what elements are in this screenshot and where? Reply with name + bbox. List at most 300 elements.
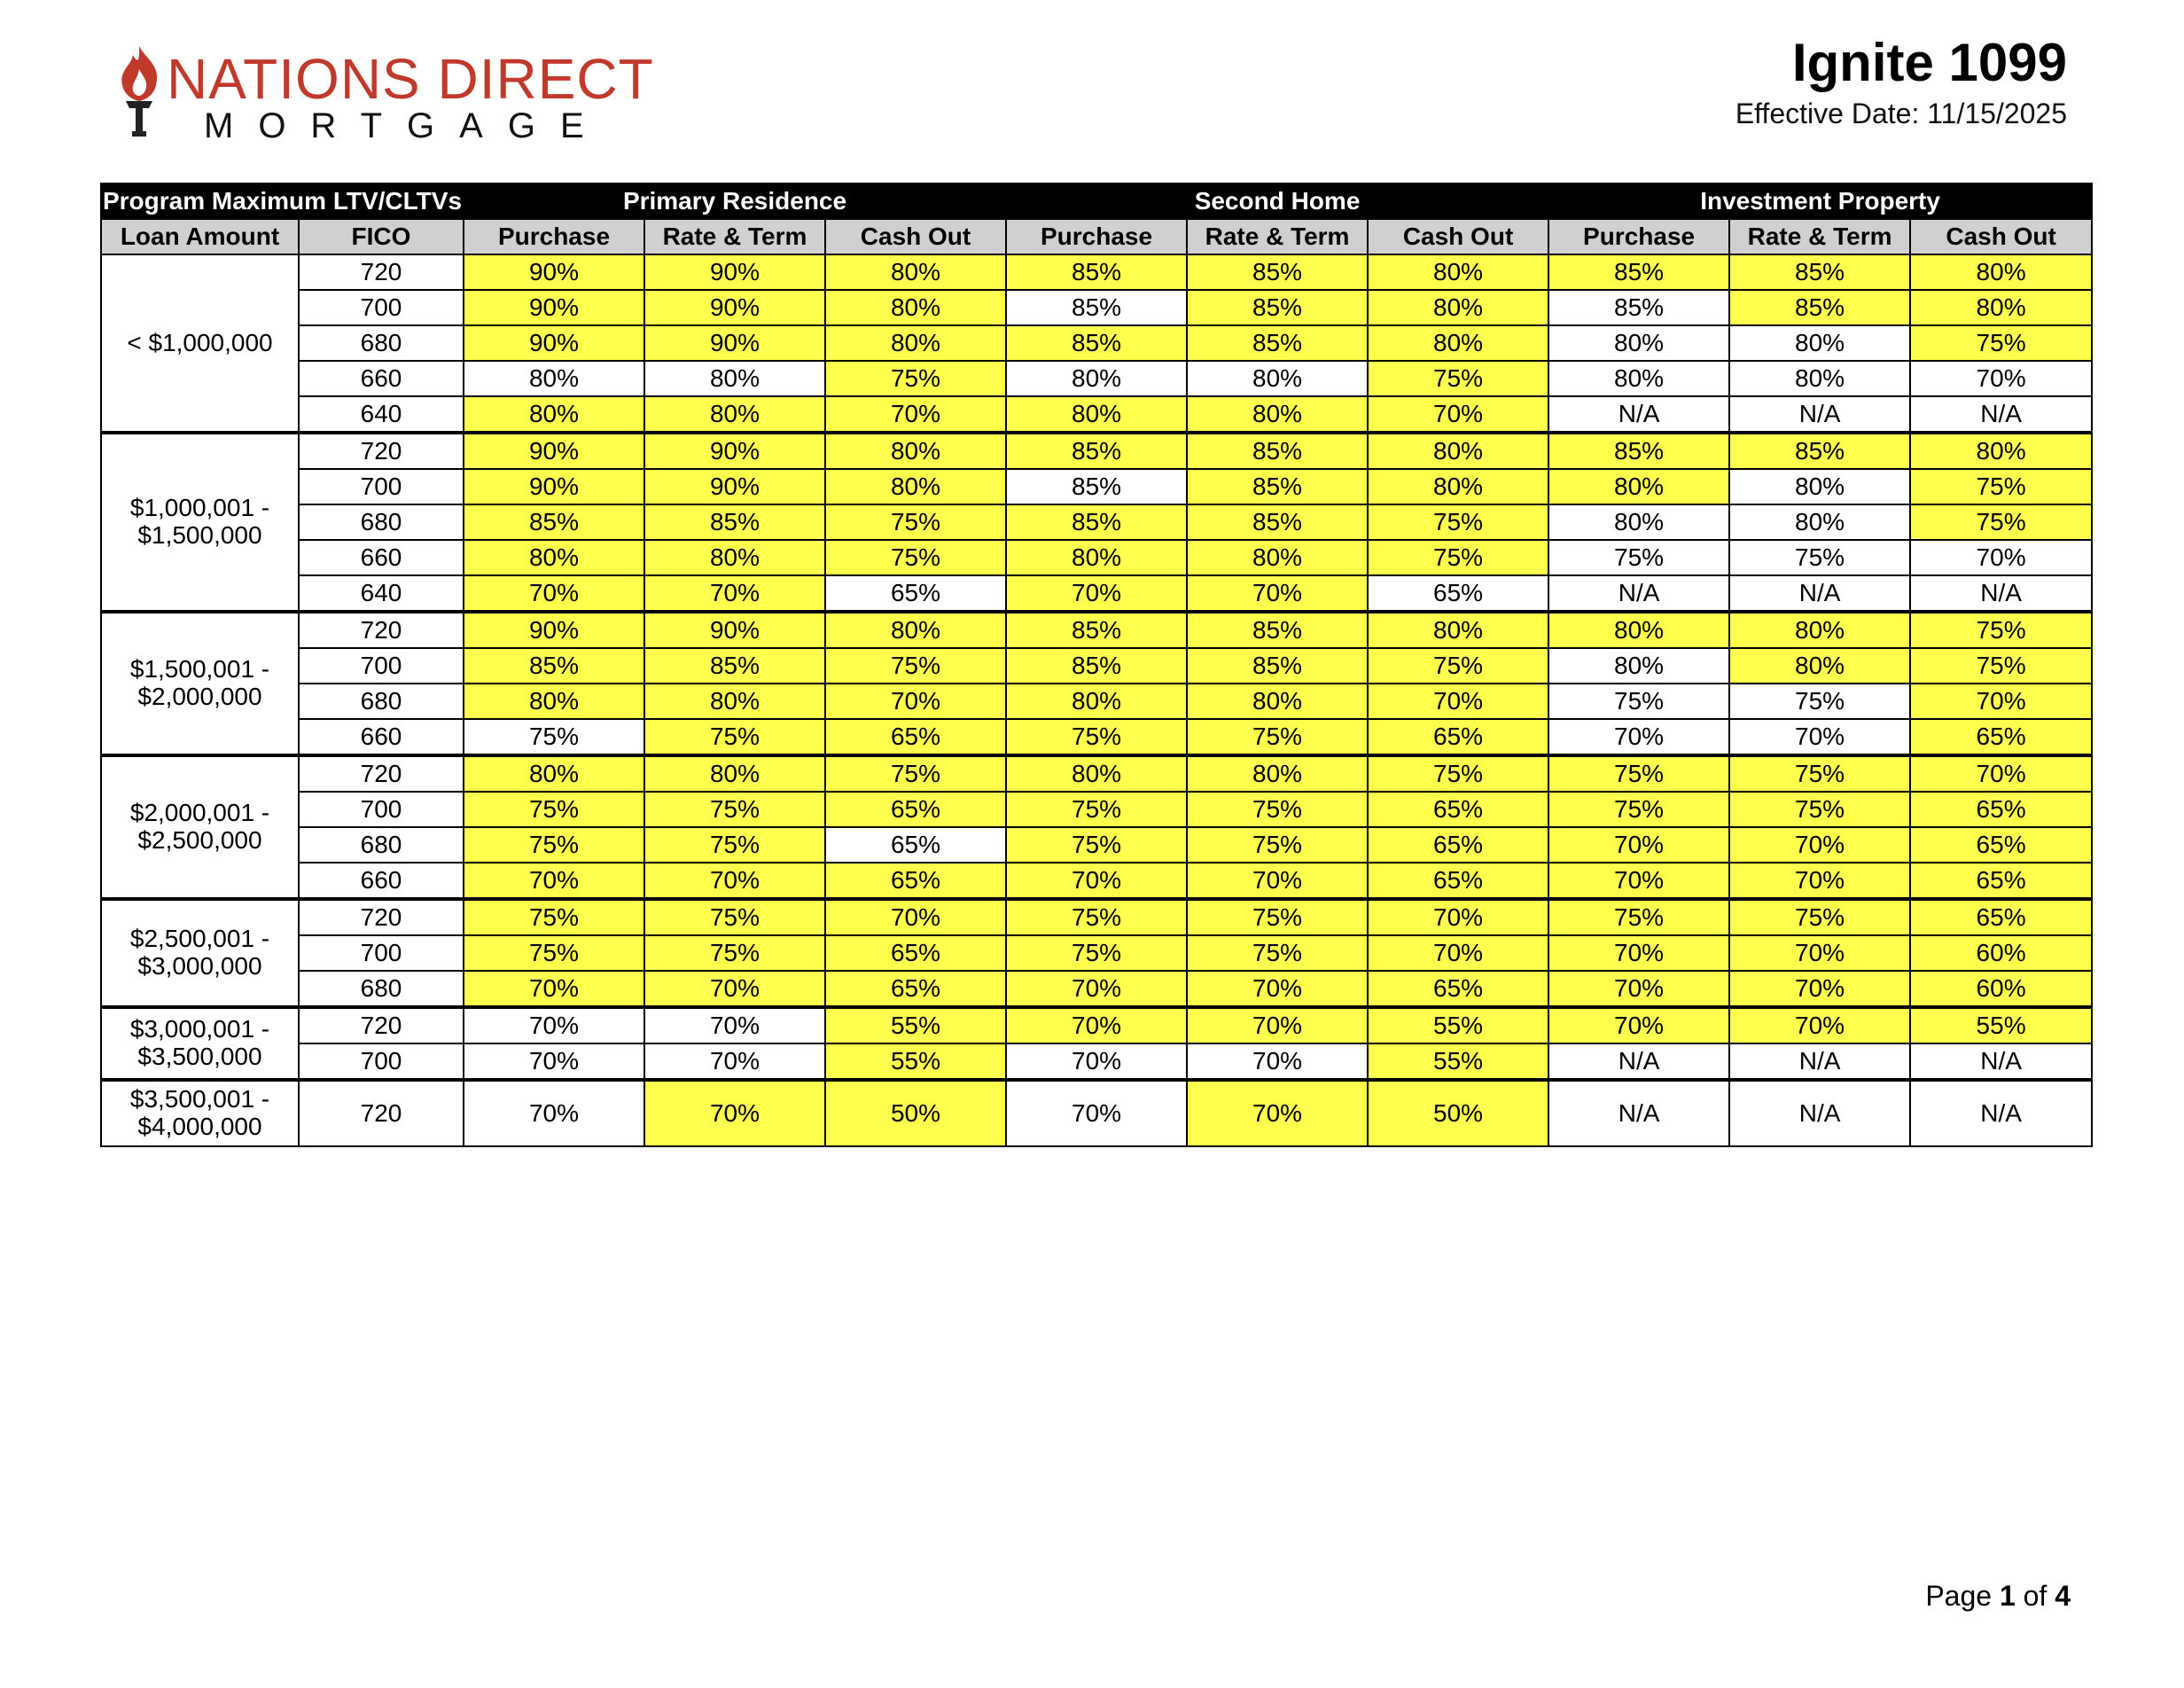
ltv-value-cell: 70% [1368,935,1548,971]
ltv-value-cell: 65% [825,863,1006,899]
fico-cell: 700 [299,469,464,504]
logo-brand-text: NATIONS DIRECT [167,47,654,111]
loan-amount-line2: $2,000,000 [137,683,262,710]
ltv-value-cell: 65% [825,719,1006,755]
ltv-value-cell: 80% [1729,612,1910,648]
ltv-value-cell: 85% [1187,469,1368,504]
ltv-value-cell: 70% [1006,1080,1187,1146]
ltv-value-cell: 70% [1548,935,1729,971]
table-row [101,684,2092,719]
ltv-value-cell: N/A [1729,396,1910,433]
ltv-value-cell: 70% [644,863,825,899]
ltv-value-cell: 85% [1729,254,1910,290]
ltv-value-cell: 50% [825,1080,1006,1146]
ltv-value-cell: 70% [1910,684,2092,719]
ltv-value-cell: 85% [1006,254,1187,290]
ltv-value-cell: 80% [1187,361,1368,396]
table-column-header-row [101,219,2092,254]
table-row [101,361,2092,396]
ltv-value-cell: 75% [1910,469,2092,504]
ltv-value-cell: 80% [1729,648,1910,684]
ltv-value-cell: 75% [644,899,825,935]
company-logo [113,43,654,149]
ltv-value-cell: 75% [1910,612,2092,648]
ltv-value-cell: 80% [464,540,644,575]
ltv-value-cell: 75% [1729,755,1910,792]
ltv-value-cell: 80% [1729,325,1910,361]
fico-cell: 720 [299,254,464,290]
ltv-value-cell: 65% [1368,971,1548,1007]
ltv-value-cell: 55% [1910,1007,2092,1043]
ltv-value-cell: 70% [464,863,644,899]
ltv-value-cell: 65% [1910,899,2092,935]
ltv-value-cell: 75% [825,755,1006,792]
ltv-value-cell: 70% [1187,971,1368,1007]
table-title: Program Maximum LTV/CLTVs [101,184,464,219]
ltv-value-cell: 55% [825,1043,1006,1080]
table-row [101,719,2092,755]
column-header-rate-term: Rate & Term [1729,219,1910,254]
table-row [101,1007,2092,1043]
fico-cell: 640 [299,575,464,612]
fico-cell: 640 [299,396,464,433]
ltv-value-cell: 90% [464,325,644,361]
ltv-value-cell: N/A [1729,575,1910,612]
ltv-value-cell: 70% [644,575,825,612]
ltv-value-cell: 75% [644,792,825,827]
ltv-value-cell: 85% [1187,433,1368,469]
ltv-value-cell: 65% [825,792,1006,827]
ltv-value-cell: 70% [464,1043,644,1080]
ltv-value-cell: N/A [1548,396,1729,433]
ltv-value-cell: 90% [644,325,825,361]
ltv-value-cell: 70% [464,1007,644,1043]
ltv-value-cell: 90% [644,290,825,325]
fico-cell: 660 [299,719,464,755]
loan-amount-line2: $4,000,000 [137,1113,262,1140]
ltv-value-cell: 70% [1187,1043,1368,1080]
ltv-value-cell: 85% [1187,504,1368,540]
ltv-value-cell: 75% [1187,792,1368,827]
ltv-value-cell: 75% [1548,899,1729,935]
ltv-value-cell: 75% [1910,325,2092,361]
ltv-value-cell: 80% [1187,755,1368,792]
ltv-value-cell: 80% [1729,504,1910,540]
ltv-value-cell: 75% [1910,504,2092,540]
effective-date [1736,98,2067,130]
ltv-value-cell: 65% [1368,827,1548,863]
table-row [101,433,2092,469]
ltv-value-cell: 70% [1910,755,2092,792]
ltv-value-cell: 70% [1368,899,1548,935]
group-second-home: Second Home [1006,184,1548,219]
column-header-rate-term: Rate & Term [644,219,825,254]
ltv-value-cell: 70% [464,971,644,1007]
torch-flame-icon [113,43,165,142]
ltv-value-cell: 80% [1910,290,2092,325]
column-header-purchase: Purchase [1548,219,1729,254]
loan-amount-line1: $1,000,001 - [129,494,270,522]
table-row [101,1080,2092,1146]
loan-amount-line1: $2,500,001 - [129,925,270,953]
ltv-value-cell: 75% [644,827,825,863]
ltv-value-cell: 85% [1006,290,1187,325]
loan-amount-line2: $3,500,000 [137,1043,262,1070]
ltv-value-cell: 75% [1729,899,1910,935]
table-row [101,325,2092,361]
ltv-value-cell: 80% [1368,469,1548,504]
ltv-value-cell: 80% [1006,755,1187,792]
fico-cell: 720 [299,1007,464,1043]
loan-amount-cell [101,755,299,899]
ltv-value-cell: 80% [1548,504,1729,540]
ltv-value-cell: 70% [1910,361,2092,396]
fico-cell: 720 [299,433,464,469]
ltv-value-cell: 80% [464,396,644,433]
ltv-value-cell: 80% [1187,684,1368,719]
ltv-value-cell: 75% [1006,827,1187,863]
ltv-value-cell: 60% [1910,971,2092,1007]
ltv-value-cell: N/A [1910,1043,2092,1080]
ltv-value-cell: 85% [1729,290,1910,325]
column-header-fico: FICO [299,219,464,254]
ltv-value-cell: 70% [1006,971,1187,1007]
table-row [101,827,2092,863]
table-row [101,396,2092,433]
loan-amount-line1: $3,500,001 - [129,1085,270,1114]
logo-sub-text: MORTGAGE [204,106,609,145]
ltv-value-cell: 60% [1910,935,2092,971]
effective-date-value: 11/15/2025 [1927,98,2067,129]
ltv-value-cell: N/A [1548,1043,1729,1080]
ltv-value-cell: 85% [1548,254,1729,290]
ltv-value-cell: 65% [1368,792,1548,827]
ltv-value-cell: 90% [464,254,644,290]
ltv-value-cell: 75% [1548,684,1729,719]
fico-cell: 660 [299,361,464,396]
ltv-value-cell: 85% [1187,254,1368,290]
ltv-value-cell: 90% [464,469,644,504]
ltv-value-cell: 70% [1006,1043,1187,1080]
ltv-value-cell: 80% [644,755,825,792]
ltv-value-cell: 80% [1910,254,2092,290]
loan-amount-line1: $3,000,001 - [129,1015,270,1043]
ltv-value-cell: 70% [1729,971,1910,1007]
ltv-value-cell: 65% [1368,575,1548,612]
ltv-value-cell: 80% [1548,612,1729,648]
ltv-value-cell: 70% [1187,1007,1368,1043]
ltv-value-cell: 55% [1368,1007,1548,1043]
loan-amount-cell [101,1007,299,1080]
ltv-value-cell: 80% [1368,612,1548,648]
ltv-value-cell: 80% [464,684,644,719]
ltv-value-cell: 75% [1006,719,1187,755]
page-number [1925,1580,2071,1613]
ltv-value-cell: 75% [1368,540,1548,575]
ltv-value-cell: 70% [1368,396,1548,433]
ltv-value-cell: 85% [1006,469,1187,504]
ltv-value-cell: 80% [1368,325,1548,361]
table-row [101,540,2092,575]
ltv-value-cell: 65% [825,575,1006,612]
fico-cell: 720 [299,612,464,648]
ltv-value-cell: 80% [825,612,1006,648]
ltv-value-cell: 80% [1006,361,1187,396]
ltv-value-cell: 80% [825,469,1006,504]
ltv-value-cell: 80% [1006,396,1187,433]
loan-amount-line1: < $1,000,000 [127,328,273,356]
ltv-value-cell: 80% [1187,540,1368,575]
ltv-value-cell: 70% [1548,1007,1729,1043]
ltv-value-cell: 70% [1548,719,1729,755]
ltv-value-cell: 80% [1368,254,1548,290]
ltv-value-cell: 80% [644,540,825,575]
ltv-value-cell: 65% [1368,863,1548,899]
ltv-value-cell: 80% [1006,540,1187,575]
loan-amount-line2: $2,500,000 [137,826,262,854]
ltv-value-cell: 75% [1368,504,1548,540]
ltv-value-cell: 75% [1187,719,1368,755]
ltv-value-cell: 70% [644,1043,825,1080]
ltv-value-cell: 75% [644,935,825,971]
fico-cell: 680 [299,827,464,863]
table-row [101,755,2092,792]
ltv-matrix-table [100,183,2093,1147]
ltv-value-cell: 70% [1187,1080,1368,1146]
effective-date-label: Effective Date: [1735,98,1920,129]
table-row [101,935,2092,971]
fico-cell: 700 [299,290,464,325]
ltv-value-cell: 90% [644,254,825,290]
loan-amount-line2: $3,000,000 [137,952,262,980]
ltv-value-cell: 90% [464,290,644,325]
ltv-value-cell: 90% [644,469,825,504]
ltv-value-cell: 85% [464,504,644,540]
ltv-value-cell: 75% [464,899,644,935]
ltv-value-cell: 75% [825,504,1006,540]
ltv-value-cell: 55% [825,1007,1006,1043]
ltv-value-cell: 75% [644,719,825,755]
table-row [101,469,2092,504]
fico-cell: 680 [299,971,464,1007]
table-row [101,575,2092,612]
page-total: 4 [2055,1580,2071,1612]
ltv-value-cell: 75% [1368,755,1548,792]
ltv-value-cell: 80% [825,433,1006,469]
ltv-value-cell: 85% [644,648,825,684]
ltv-value-cell: 75% [1187,899,1368,935]
ltv-value-cell: 70% [644,1007,825,1043]
ltv-value-cell: 70% [1006,1007,1187,1043]
ltv-value-cell: 70% [1187,575,1368,612]
ltv-value-cell: 65% [825,935,1006,971]
ltv-value-cell: 50% [1368,1080,1548,1146]
ltv-value-cell: 80% [825,325,1006,361]
fico-cell: 680 [299,684,464,719]
ltv-value-cell: 80% [1548,325,1729,361]
ltv-value-cell: 90% [644,612,825,648]
ltv-value-cell: 80% [464,755,644,792]
ltv-value-cell: 90% [644,433,825,469]
ltv-value-cell: 80% [1368,290,1548,325]
ltv-value-cell: 75% [825,361,1006,396]
ltv-value-cell: 80% [1368,433,1548,469]
ltv-value-cell: 75% [1548,755,1729,792]
ltv-value-cell: 75% [1729,792,1910,827]
ltv-value-cell: 70% [1729,827,1910,863]
table-row [101,863,2092,899]
table-row [101,792,2092,827]
loan-amount-line1: $1,500,001 - [129,655,270,684]
ltv-value-cell: 70% [644,1080,825,1146]
ltv-value-cell: 70% [1729,719,1910,755]
ltv-value-cell: 75% [1729,540,1910,575]
ltv-value-cell: 80% [1910,433,2092,469]
ltv-value-cell: 85% [1006,648,1187,684]
ltv-value-cell: 75% [1548,792,1729,827]
fico-cell: 720 [299,1080,464,1146]
table-row [101,648,2092,684]
table-row [101,971,2092,1007]
table-body [101,254,2092,1146]
ltv-value-cell: 75% [1729,684,1910,719]
ltv-value-cell: 80% [1006,684,1187,719]
ltv-value-cell: 75% [1548,540,1729,575]
ltv-value-cell: 70% [1910,540,2092,575]
ltv-value-cell: 80% [1729,469,1910,504]
ltv-value-cell: 85% [1548,433,1729,469]
ltv-value-cell: 70% [464,1080,644,1146]
ltv-value-cell: 70% [1006,863,1187,899]
ltv-value-cell: 75% [1910,648,2092,684]
ltv-value-cell: 85% [1187,290,1368,325]
ltv-value-cell: 75% [464,935,644,971]
fico-cell: 700 [299,935,464,971]
ltv-value-cell: 80% [464,361,644,396]
table-row [101,254,2092,290]
ltv-value-cell: 65% [1910,792,2092,827]
ltv-value-cell: 75% [464,719,644,755]
ltv-value-cell: 80% [825,290,1006,325]
table-row [101,504,2092,540]
ltv-value-cell: 75% [1006,935,1187,971]
page-of: of [2023,1580,2048,1612]
ltv-value-cell: 70% [644,971,825,1007]
ltv-value-cell: 85% [1006,504,1187,540]
loan-amount-cell [101,612,299,755]
ltv-value-cell: N/A [1729,1080,1910,1146]
ltv-value-cell: 85% [644,504,825,540]
loan-amount-cell [101,899,299,1007]
loan-amount-cell [101,433,299,612]
ltv-value-cell: 85% [1006,433,1187,469]
page-label: Page [1925,1580,1993,1612]
ltv-value-cell: 70% [825,684,1006,719]
ltv-value-cell: 55% [1368,1043,1548,1080]
fico-cell: 700 [299,792,464,827]
fico-cell: 720 [299,755,464,792]
ltv-value-cell: 70% [464,575,644,612]
ltv-value-cell: 80% [1548,361,1729,396]
ltv-value-cell: 85% [1187,325,1368,361]
column-header-cash-out: Cash Out [1368,219,1548,254]
ltv-value-cell: 85% [1006,612,1187,648]
fico-cell: 700 [299,648,464,684]
ltv-value-cell: 80% [1729,361,1910,396]
document-title: Ignite 1099 [1791,33,2067,92]
ltv-value-cell: 75% [825,540,1006,575]
column-header-rate-term: Rate & Term [1187,219,1368,254]
column-header-loan-amount: Loan Amount [101,219,299,254]
ltv-value-cell: 80% [644,361,825,396]
ltv-value-cell: 90% [464,433,644,469]
ltv-value-cell: 65% [1910,827,2092,863]
ltv-value-cell: 85% [1187,612,1368,648]
fico-cell: 700 [299,1043,464,1080]
page-current: 1 [1999,1580,2016,1612]
ltv-value-cell: N/A [1910,1080,2092,1146]
ltv-value-cell: 85% [1187,648,1368,684]
ltv-value-cell: 80% [1548,469,1729,504]
ltv-value-cell: 75% [464,792,644,827]
ltv-value-cell: N/A [1548,1080,1729,1146]
loan-amount-cell [101,254,299,433]
fico-cell: 660 [299,540,464,575]
ltv-value-cell: 80% [1548,648,1729,684]
ltv-value-cell: 70% [1729,863,1910,899]
fico-cell: 660 [299,863,464,899]
table-row [101,1043,2092,1080]
ltv-value-cell: 80% [1187,396,1368,433]
ltv-value-cell: N/A [1910,575,2092,612]
ltv-value-cell: 70% [1006,575,1187,612]
group-investment-property: Investment Property [1548,184,2092,219]
table-row [101,899,2092,935]
ltv-value-cell: 90% [464,612,644,648]
loan-amount-line1: $2,000,001 - [129,799,270,827]
ltv-value-cell: 80% [644,396,825,433]
ltv-value-cell: 70% [825,396,1006,433]
ltv-value-cell: N/A [1548,575,1729,612]
table-row [101,290,2092,325]
ltv-value-cell: 70% [825,899,1006,935]
ltv-value-cell: 70% [1548,827,1729,863]
ltv-value-cell: N/A [1729,1043,1910,1080]
ltv-value-cell: N/A [1910,396,2092,433]
ltv-value-cell: 75% [1187,935,1368,971]
ltv-value-cell: 80% [644,684,825,719]
ltv-value-cell: 65% [1368,719,1548,755]
ltv-value-cell: 65% [1910,863,2092,899]
ltv-value-cell: 85% [464,648,644,684]
loan-amount-line2: $1,500,000 [137,521,262,549]
table-group-header-row [101,184,2092,219]
ltv-value-cell: 75% [1187,827,1368,863]
ltv-value-cell: 75% [1006,899,1187,935]
fico-cell: 680 [299,325,464,361]
ltv-value-cell: 70% [1187,863,1368,899]
column-header-cash-out: Cash Out [825,219,1006,254]
ltv-value-cell: 85% [1006,325,1187,361]
ltv-value-cell: 75% [1006,792,1187,827]
ltv-value-cell: 75% [1368,648,1548,684]
fico-cell: 720 [299,899,464,935]
ltv-value-cell: 85% [1548,290,1729,325]
ltv-value-cell: 70% [1548,971,1729,1007]
column-header-purchase: Purchase [1006,219,1187,254]
ltv-value-cell: 85% [1729,433,1910,469]
ltv-value-cell: 70% [1729,935,1910,971]
